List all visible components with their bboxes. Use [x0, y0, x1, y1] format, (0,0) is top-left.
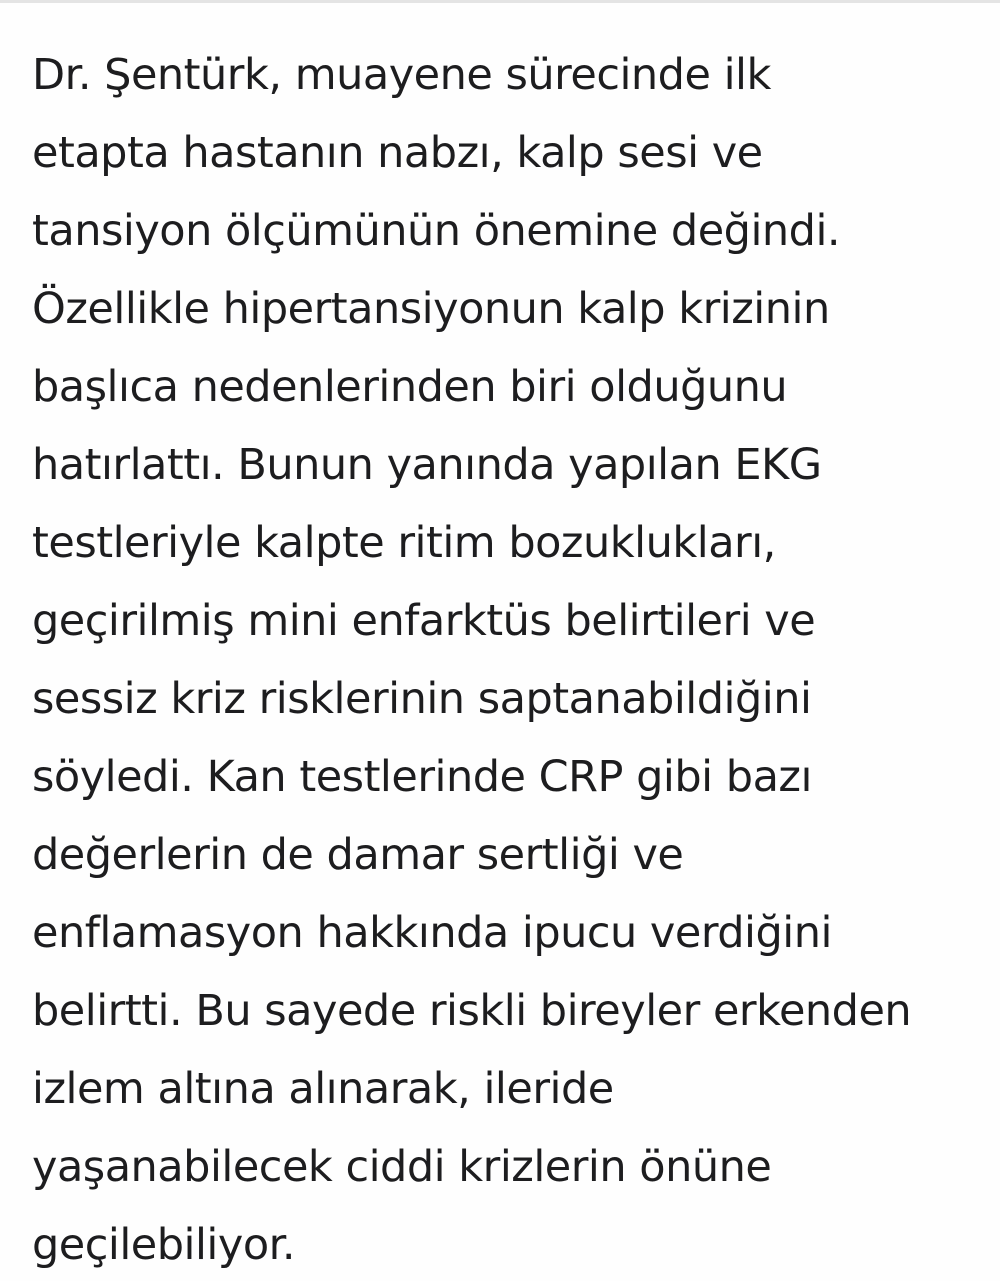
paragraph-line: değerlerin de damar sertliği ve [32, 830, 684, 880]
top-divider [0, 0, 1000, 3]
paragraph-line: belirtti. Bu sayede riskli bireyler erkenden [32, 986, 912, 1036]
paragraph-line: izlem altına alınarak, ileride [32, 1064, 614, 1114]
paragraph-line: geçilebiliyor. [32, 1220, 296, 1270]
paragraph-line: söyledi. Kan testlerinde CRP gibi bazı [32, 752, 812, 802]
article-paragraph [32, 36, 982, 1281]
paragraph-line: başlıca nedenlerinden biri olduğunu [32, 362, 788, 412]
paragraph-line: hatırlattı. Bunun yanında yapılan EKG [32, 440, 822, 490]
paragraph-line: testleriyle kalpte ritim bozuklukları, [32, 518, 776, 568]
paragraph-line: sessiz kriz risklerinin saptanabildiğini [32, 674, 812, 724]
paragraph-line: enflamasyon hakkında ipucu verdiğini [32, 908, 832, 958]
paragraph-line: tansiyon ölçümünün önemine değindi. [32, 206, 841, 256]
paragraph-line: geçirilmiş mini enfarktüs belirtileri ve [32, 596, 816, 646]
paragraph-line: yaşanabilecek ciddi krizlerin önüne [32, 1142, 772, 1192]
paragraph-line: Özellikle hipertansiyonun kalp krizinin [32, 284, 830, 334]
paragraph-line: Dr. Şentürk, muayene sürecinde ilk [32, 50, 771, 100]
paragraph-line: etapta hastanın nabzı, kalp sesi ve [32, 128, 763, 178]
